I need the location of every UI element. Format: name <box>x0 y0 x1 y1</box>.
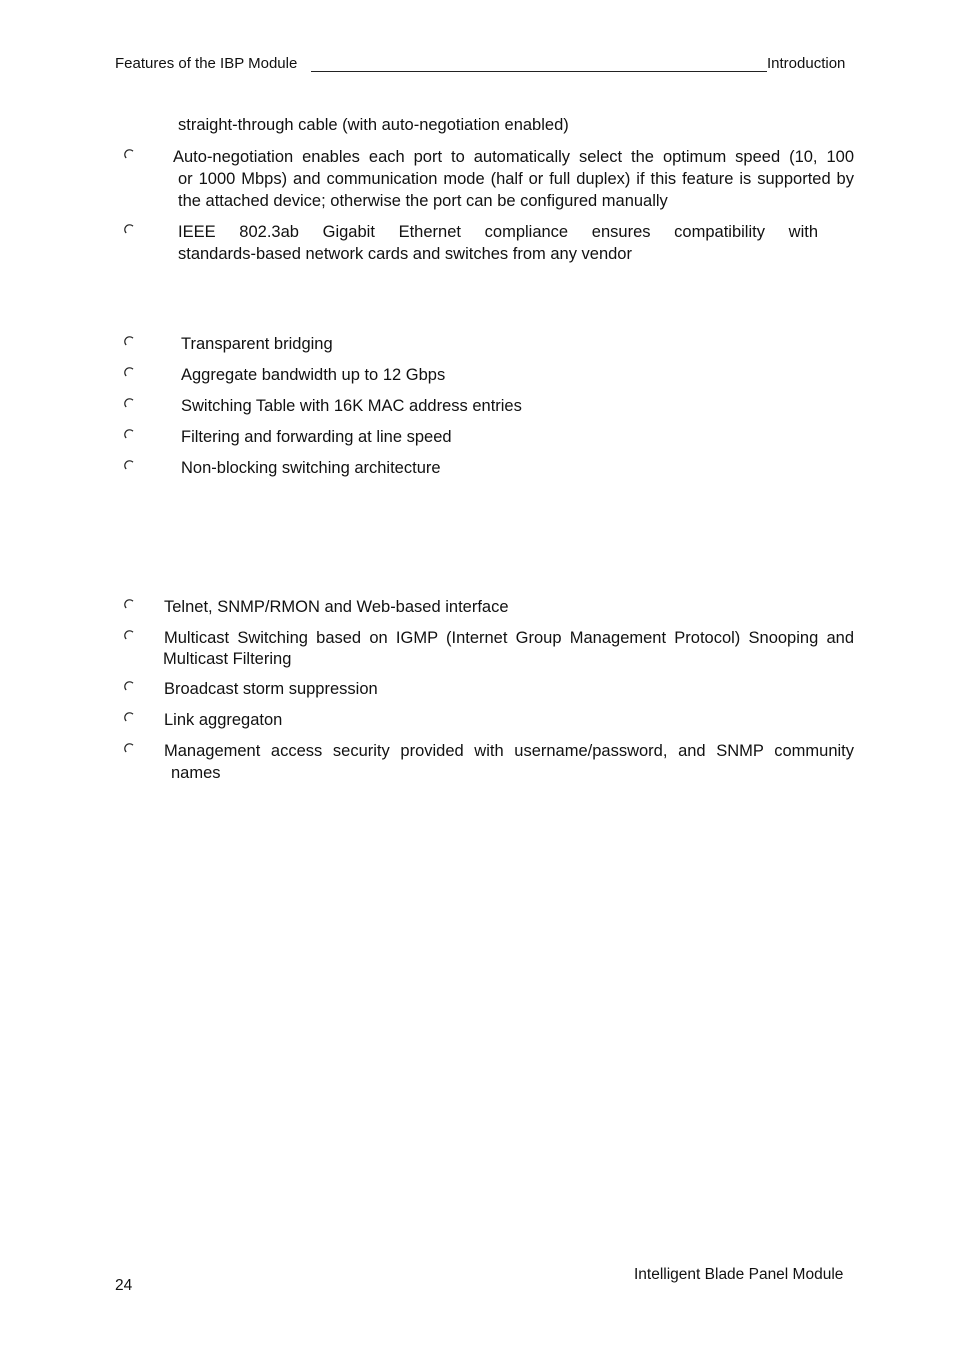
list-item <box>164 740 854 784</box>
header-rule <box>311 71 767 72</box>
bullet-icon <box>124 149 136 161</box>
list-item-line: IEEE 802.3ab Gigabit Ethernet compliance ensures compatibility with <box>178 223 818 241</box>
list-item-line: Multicast Switching based on IGMP (Internet Group Management Protocol) Snooping and <box>164 629 854 647</box>
list-item: Aggregate bandwidth up to 12 Gbps <box>181 366 446 384</box>
list-item: Transparent bridging <box>181 335 333 353</box>
bullet-icon <box>124 336 136 348</box>
bullet-icon <box>124 599 136 611</box>
list-item: Telnet, SNMP/RMON and Web-based interface <box>164 598 509 616</box>
bullet-icon <box>124 367 136 379</box>
list-item: Switching Table with 16K MAC address entries <box>181 397 522 415</box>
list-item-continuation: or 1000 Mbps) and communication mode (half or full duplex) if this feature is supported by the attached device; otherwise the port can be configured manually <box>178 170 854 210</box>
bullet-icon <box>124 460 136 472</box>
bullet-icon <box>124 630 136 642</box>
list-item-continuation: standards-based network cards and switches from any vendor <box>178 245 632 263</box>
continuation-text: straight-through cable (with auto-negotiation enabled) <box>178 116 569 134</box>
footer-document-title: Intelligent Blade Panel Module <box>634 1266 844 1283</box>
bullet-icon <box>124 398 136 410</box>
bullet-icon <box>124 712 136 724</box>
bullet-icon <box>124 224 136 236</box>
bullet-icon <box>124 743 136 755</box>
list-item: Broadcast storm suppression <box>164 680 378 698</box>
list-item-continuation: Multicast Filtering <box>163 650 292 668</box>
bullet-icon <box>124 429 136 441</box>
page-number: 24 <box>115 1277 133 1294</box>
list-item <box>178 221 818 265</box>
list-item: Filtering and forwarding at line speed <box>181 428 452 446</box>
list-item <box>173 146 854 212</box>
bullet-icon <box>124 681 136 693</box>
header-chapter-title: Introduction <box>767 55 846 72</box>
list-item <box>164 627 854 669</box>
list-item-continuation: names <box>171 764 221 782</box>
list-item-line: Management access security provided with username/password, and SNMP community <box>164 742 854 760</box>
list-item: Non-blocking switching architecture <box>181 459 441 477</box>
header-section-title: Features of the IBP Module <box>115 55 298 72</box>
list-item-line: Auto-negotiation enables each port to automatically select the optimum speed (10, 100 <box>173 148 854 166</box>
list-item: Link aggregaton <box>164 711 283 729</box>
